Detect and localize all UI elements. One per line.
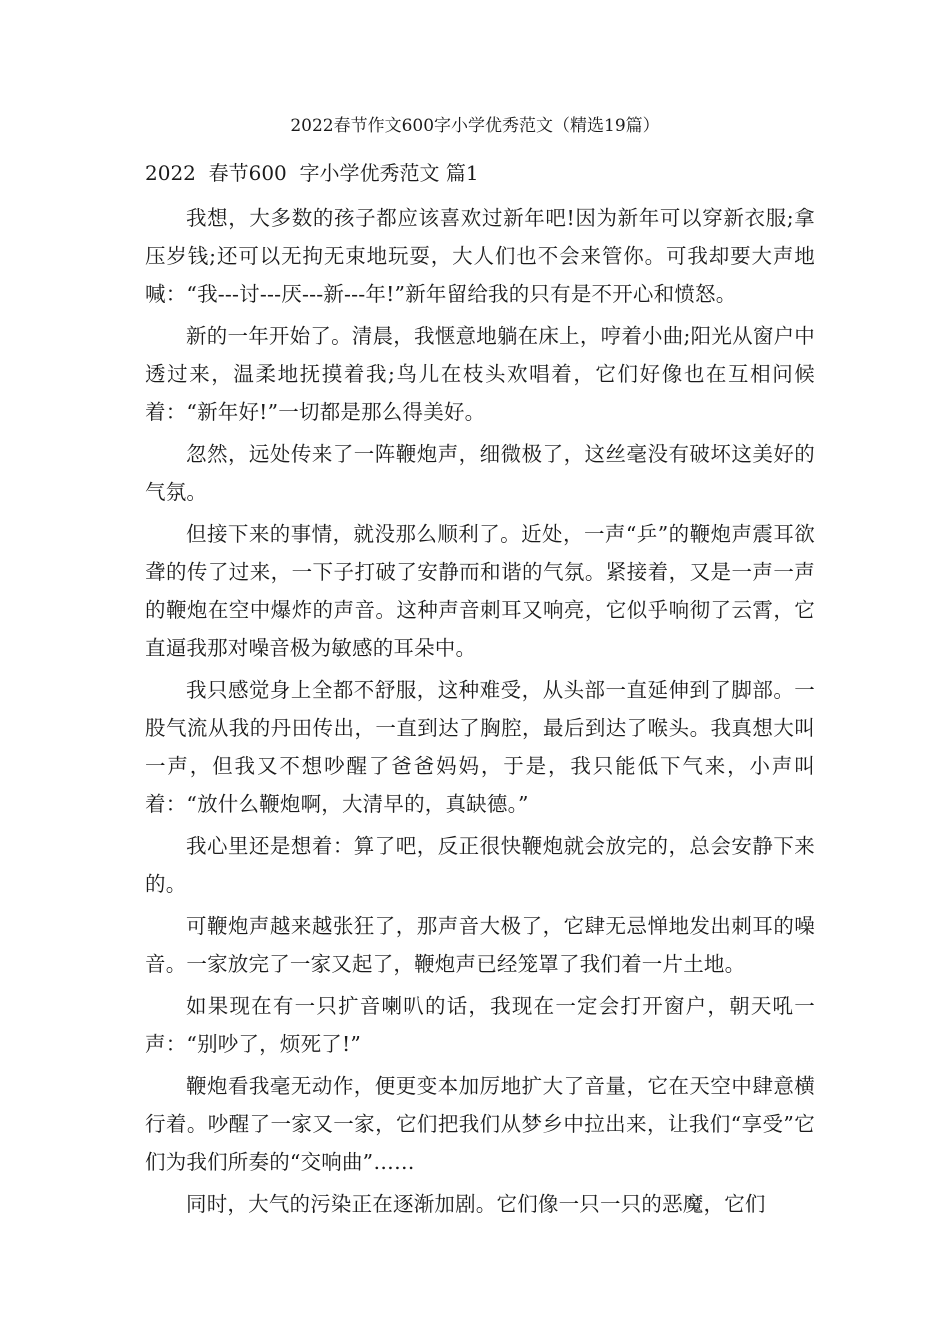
- paragraph: 我想，大多数的孩子都应该喜欢过新年吧!因为新年可以穿新衣服;拿压岁钱;还可以无拘无束地玩耍，大人们也不会来管你。可我却要大声地喊：“我---讨---厌---新---年!”新年留给我的只有是不开心和愤怒。: [145, 206, 815, 306]
- document-title: 2022春节作文600字小学优秀范文（精选19篇）: [290, 116, 660, 136]
- article-body: [145, 199, 815, 1227]
- paragraph: 我只感觉身上全都不舒服，这种难受，从头部一直延伸到了脚部。一股气流从我的丹田传出，一直到达了胸腔，最后到达了喉头。我真想大叫一声，但我又不想吵醒了爸爸妈妈，于是，我只能低下气来，小声叫着：“放什么鞭炮啊，大清早的，真缺德。”: [145, 678, 815, 816]
- paragraph: 鞭炮看我毫无动作，便更变本加厉地扩大了音量，它在天空中肆意横行着。吵醒了一家又一家，它们把我们从梦乡中拉出来，让我们“享受”它们为我们所奏的“交响曲”……: [145, 1074, 815, 1174]
- paragraph: 新的一年开始了。清晨，我惬意地躺在床上，哼着小曲;阳光从窗户中透过来，温柔地抚摸着我;鸟儿在枝头欢唱着，它们好像也在互相问候着：“新年好!”一切都是那么得美好。: [145, 324, 815, 424]
- section-heading: 2022 春节600 字小学优秀范文 篇1: [145, 161, 479, 185]
- paragraph: 同时，大气的污染正在逐渐加剧。它们像一只一只的恶魔，它们: [186, 1192, 766, 1216]
- paragraph: 但接下来的事情，就没那么顺利了。近处，一声“乒”的鞭炮声震耳欲聋的传了过来，一下子打破了安静而和谐的气氛。紧接着，又是一声一声的鞭炮在空中爆炸的声音。这种声音刺耳又响亮，它似乎响彻了云霄，它直逼我那对噪音极为敏感的耳朵中。: [145, 522, 815, 660]
- paragraph: 可鞭炮声越来越张狂了，那声音大极了，它肆无忌惮地发出刺耳的噪音。一家放完了一家又起了，鞭炮声已经笼罩了我们着一片土地。: [145, 914, 815, 976]
- paragraph: 如果现在有一只扩音喇叭的话，我现在一定会打开窗户，朝天吼一声：“别吵了，烦死了!”: [145, 994, 815, 1056]
- paragraph: 忽然，远处传来了一阵鞭炮声，细微极了，这丝毫没有破坏这美好的气氛。: [145, 442, 815, 504]
- paragraph: 我心里还是想着：算了吧，反正很快鞭炮就会放完的，总会安静下来的。: [145, 834, 815, 896]
